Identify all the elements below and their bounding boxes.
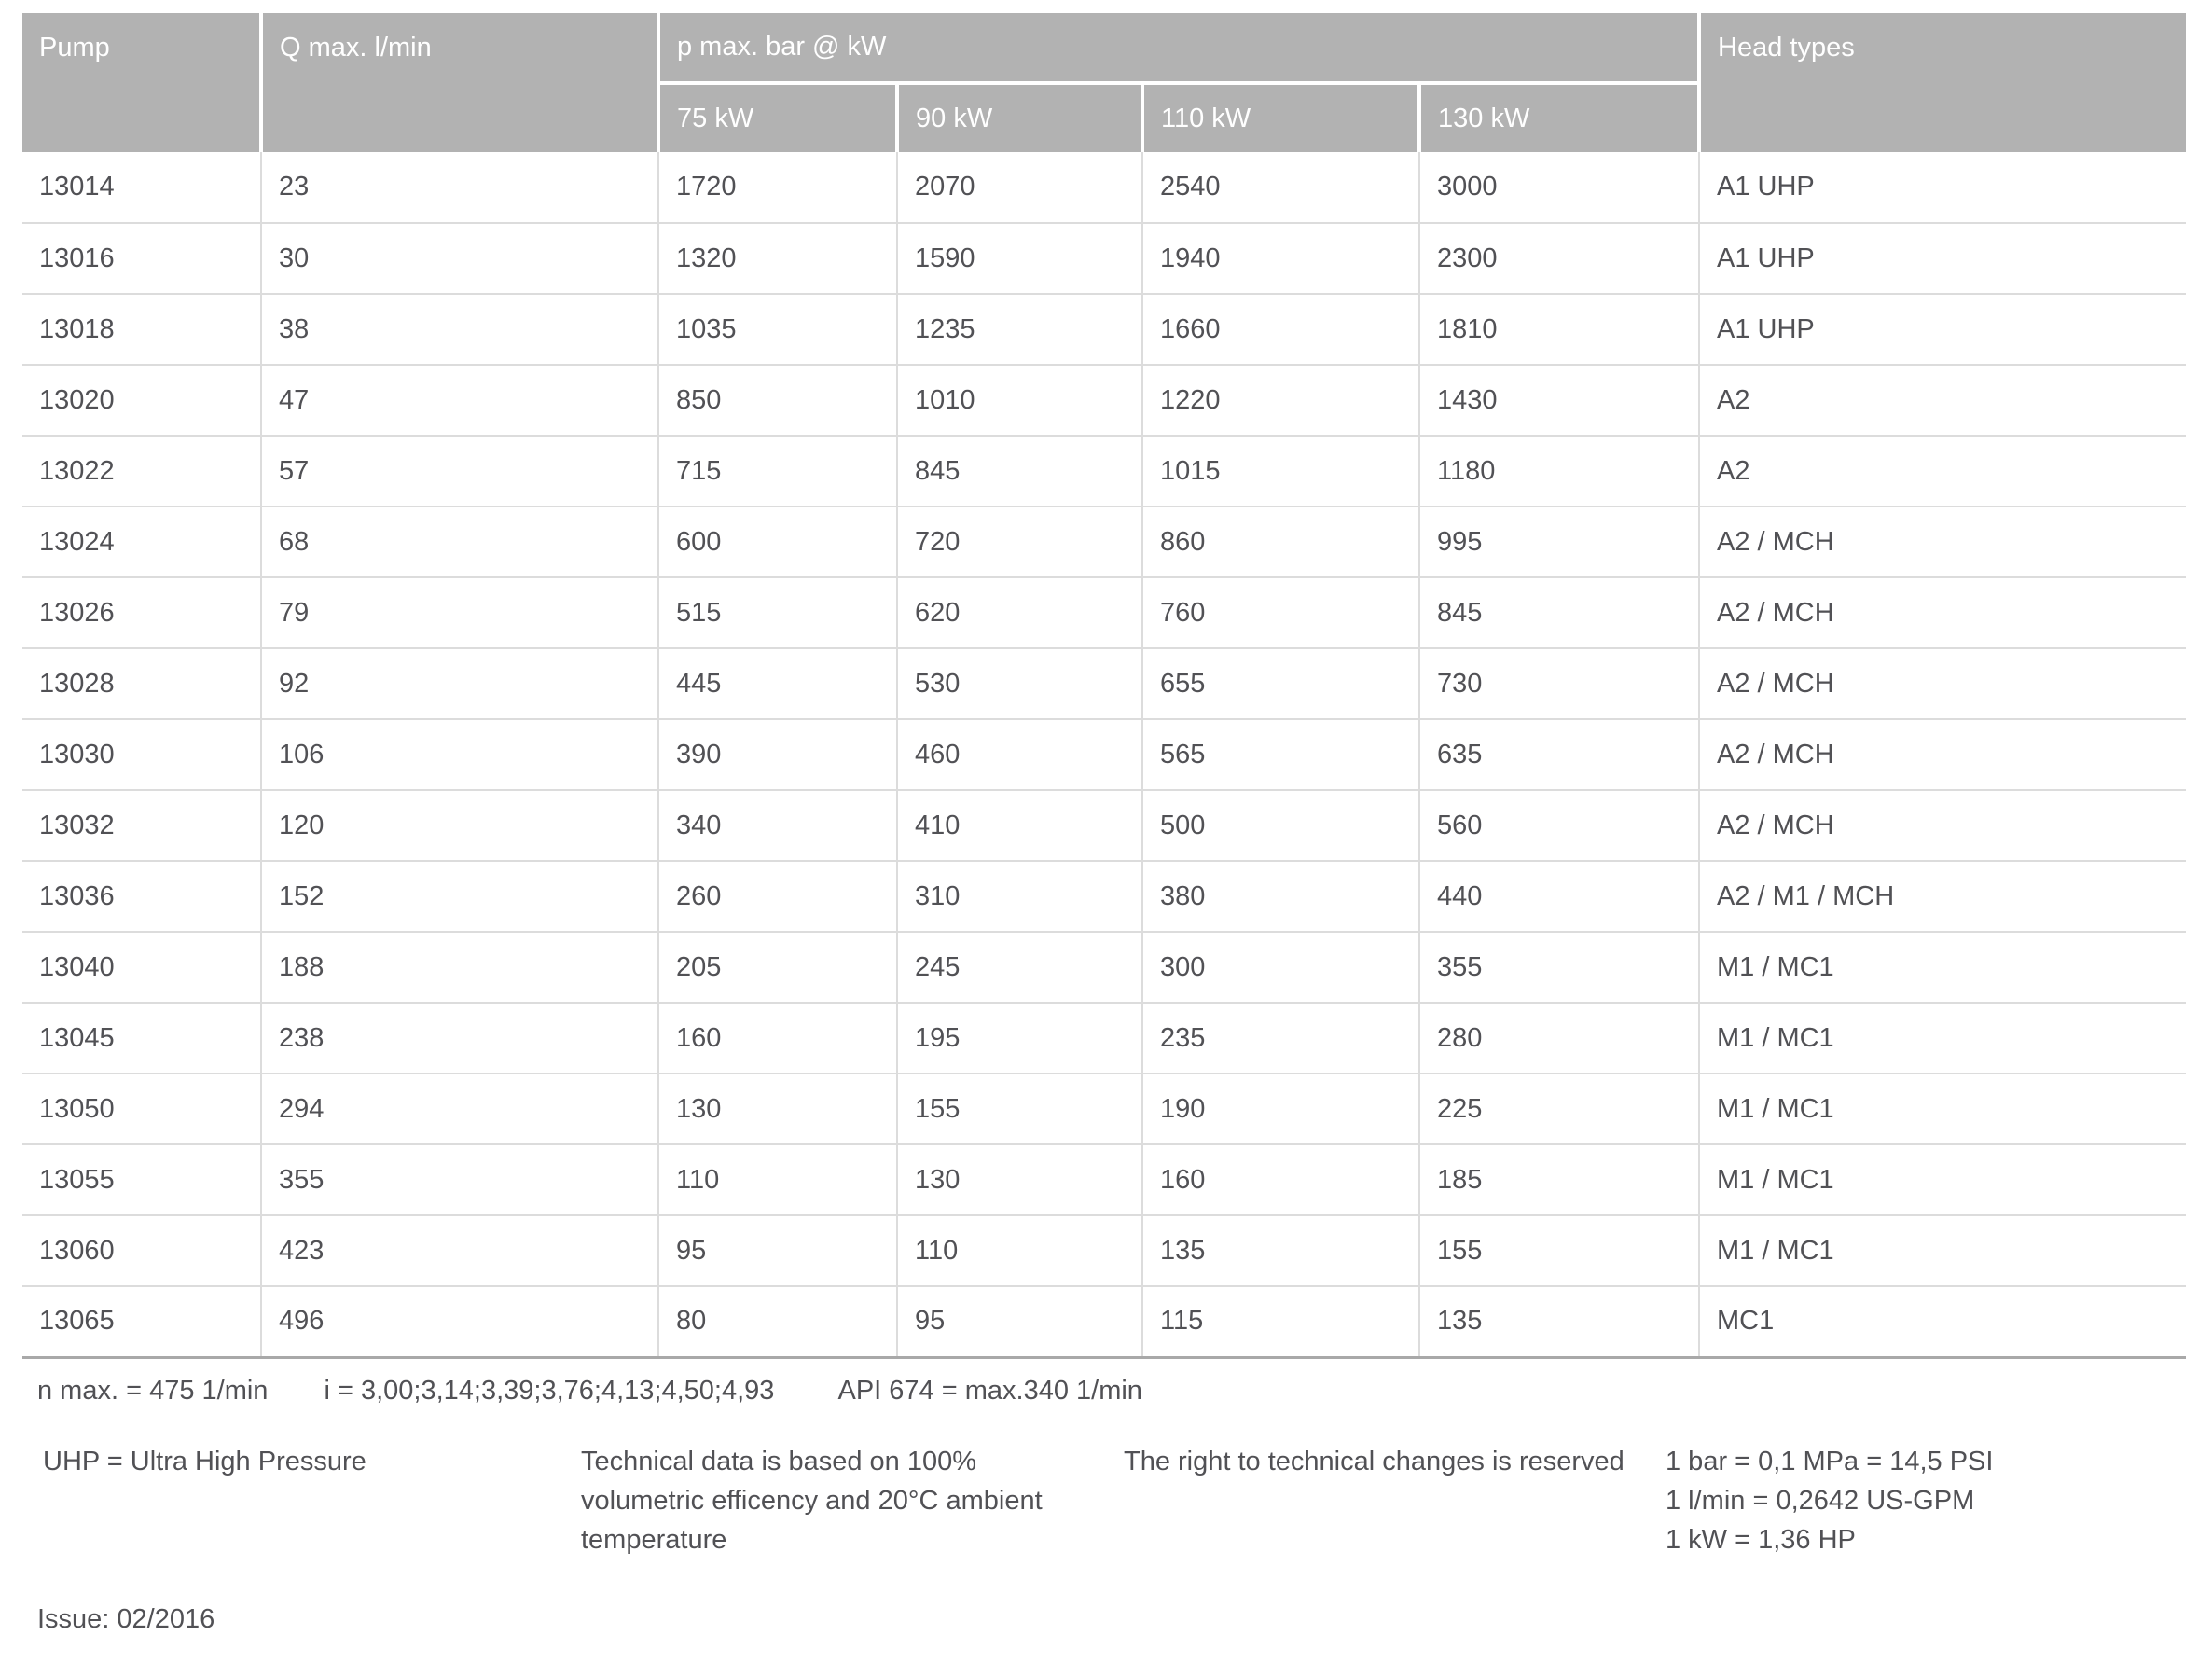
cell-110kw: 1940: [1142, 223, 1419, 294]
table-row: [22, 648, 2186, 719]
cell-head-types: A2 / MCH: [1699, 648, 2186, 719]
cell-90kw: 310: [897, 861, 1142, 932]
footnote-technical-line-1: Technical data is based on 100%: [581, 1446, 977, 1476]
cell-130kw: 845: [1419, 577, 1699, 648]
header-head-types: Head types: [1699, 13, 2186, 152]
cell-90kw: 155: [897, 1074, 1142, 1144]
cell-90kw: 460: [897, 719, 1142, 790]
cell-pump: 13036: [22, 861, 261, 932]
cell-pump: 13022: [22, 436, 261, 506]
cell-head-types: A1 UHP: [1699, 152, 2186, 223]
cell-110kw: 565: [1142, 719, 1419, 790]
footnote-block: [22, 1442, 2190, 1584]
cell-90kw: 845: [897, 436, 1142, 506]
cell-90kw: 530: [897, 648, 1142, 719]
pump-spec-table: [22, 13, 2186, 1359]
cell-90kw: 2070: [897, 152, 1142, 223]
cell-130kw: 1430: [1419, 365, 1699, 436]
cell-75kw: 390: [658, 719, 897, 790]
table-row: [22, 1286, 2186, 1357]
cell-q-max: 152: [261, 861, 658, 932]
cell-head-types: M1 / MC1: [1699, 1215, 2186, 1286]
cell-110kw: 160: [1142, 1144, 1419, 1215]
cell-q-max: 238: [261, 1003, 658, 1074]
footnote-n-max: n max. = 475 1/min: [37, 1375, 269, 1406]
cell-pump: 13018: [22, 294, 261, 365]
cell-130kw: 155: [1419, 1215, 1699, 1286]
header-75kw: 75 kW: [658, 83, 897, 152]
cell-130kw: 1180: [1419, 436, 1699, 506]
cell-130kw: 135: [1419, 1286, 1699, 1357]
cell-head-types: A1 UHP: [1699, 294, 2186, 365]
cell-75kw: 205: [658, 932, 897, 1003]
cell-75kw: 850: [658, 365, 897, 436]
cell-90kw: 195: [897, 1003, 1142, 1074]
cell-head-types: A1 UHP: [1699, 223, 2186, 294]
cell-130kw: 2300: [1419, 223, 1699, 294]
cell-pump: 13020: [22, 365, 261, 436]
cell-q-max: 47: [261, 365, 658, 436]
cell-q-max: 68: [261, 506, 658, 577]
table-row: [22, 790, 2186, 861]
cell-90kw: 1235: [897, 294, 1142, 365]
cell-110kw: 655: [1142, 648, 1419, 719]
table-row: [22, 861, 2186, 932]
cell-pump: 13040: [22, 932, 261, 1003]
cell-90kw: 1590: [897, 223, 1142, 294]
table-row: [22, 1074, 2186, 1144]
cell-head-types: A2 / MCH: [1699, 790, 2186, 861]
issue-label: Issue: 02/2016: [37, 1603, 215, 1634]
cell-110kw: 1220: [1142, 365, 1419, 436]
cell-q-max: 30: [261, 223, 658, 294]
footnote-api: API 674 = max.340 1/min: [837, 1375, 1142, 1406]
cell-75kw: 160: [658, 1003, 897, 1074]
header-q-max: Q max. l/min: [261, 13, 658, 152]
cell-90kw: 110: [897, 1215, 1142, 1286]
cell-75kw: 130: [658, 1074, 897, 1144]
table-row: [22, 1144, 2186, 1215]
cell-pump: 13032: [22, 790, 261, 861]
cell-head-types: MC1: [1699, 1286, 2186, 1357]
table-row: [22, 294, 2186, 365]
cell-110kw: 1660: [1142, 294, 1419, 365]
cell-110kw: 1015: [1142, 436, 1419, 506]
cell-head-types: M1 / MC1: [1699, 1003, 2186, 1074]
cell-110kw: 500: [1142, 790, 1419, 861]
cell-75kw: 1320: [658, 223, 897, 294]
cell-75kw: 1720: [658, 152, 897, 223]
cell-110kw: 860: [1142, 506, 1419, 577]
footnote-conversion-kw: 1 kW = 1,36 HP: [1666, 1524, 1856, 1555]
cell-75kw: 445: [658, 648, 897, 719]
footnote-rights: The right to technical changes is reserved: [1124, 1446, 1624, 1476]
cell-130kw: 185: [1419, 1144, 1699, 1215]
cell-head-types: A2 / MCH: [1699, 577, 2186, 648]
cell-pump: 13026: [22, 577, 261, 648]
cell-130kw: 560: [1419, 790, 1699, 861]
cell-q-max: 57: [261, 436, 658, 506]
cell-head-types: M1 / MC1: [1699, 1074, 2186, 1144]
cell-75kw: 80: [658, 1286, 897, 1357]
cell-pump: 13050: [22, 1074, 261, 1144]
table-row: [22, 577, 2186, 648]
cell-90kw: 720: [897, 506, 1142, 577]
header-110kw: 110 kW: [1142, 83, 1419, 152]
table-row: [22, 152, 2186, 223]
cell-130kw: 355: [1419, 932, 1699, 1003]
header-130kw: 130 kW: [1419, 83, 1699, 152]
cell-110kw: 235: [1142, 1003, 1419, 1074]
cell-110kw: 380: [1142, 861, 1419, 932]
cell-90kw: 1010: [897, 365, 1142, 436]
cell-75kw: 260: [658, 861, 897, 932]
cell-pump: 13014: [22, 152, 261, 223]
table-row: [22, 1215, 2186, 1286]
cell-110kw: 190: [1142, 1074, 1419, 1144]
table-row: [22, 506, 2186, 577]
cell-75kw: 95: [658, 1215, 897, 1286]
cell-q-max: 496: [261, 1286, 658, 1357]
cell-110kw: 115: [1142, 1286, 1419, 1357]
cell-90kw: 245: [897, 932, 1142, 1003]
cell-q-max: 120: [261, 790, 658, 861]
cell-130kw: 1810: [1419, 294, 1699, 365]
cell-pump: 13016: [22, 223, 261, 294]
cell-pump: 13060: [22, 1215, 261, 1286]
cell-q-max: 355: [261, 1144, 658, 1215]
cell-90kw: 410: [897, 790, 1142, 861]
cell-75kw: 340: [658, 790, 897, 861]
cell-q-max: 423: [261, 1215, 658, 1286]
footnote-technical-line-3: temperature: [581, 1524, 727, 1555]
footnote-specs-line: [22, 1359, 2190, 1407]
cell-130kw: 3000: [1419, 152, 1699, 223]
cell-130kw: 635: [1419, 719, 1699, 790]
table-body: [22, 152, 2186, 1357]
cell-130kw: 995: [1419, 506, 1699, 577]
cell-head-types: A2 / MCH: [1699, 506, 2186, 577]
header-row-1: [22, 13, 2186, 83]
table-row: [22, 932, 2186, 1003]
cell-110kw: 300: [1142, 932, 1419, 1003]
cell-head-types: M1 / MC1: [1699, 932, 2186, 1003]
cell-110kw: 760: [1142, 577, 1419, 648]
table-row: [22, 436, 2186, 506]
cell-130kw: 440: [1419, 861, 1699, 932]
footnote-technical: [581, 1442, 1043, 1559]
cell-90kw: 130: [897, 1144, 1142, 1215]
cell-q-max: 106: [261, 719, 658, 790]
cell-q-max: 23: [261, 152, 658, 223]
header-90kw: 90 kW: [897, 83, 1142, 152]
cell-90kw: 620: [897, 577, 1142, 648]
cell-head-types: A2: [1699, 436, 2186, 506]
cell-pump: 13065: [22, 1286, 261, 1357]
cell-110kw: 135: [1142, 1215, 1419, 1286]
table-row: [22, 1003, 2186, 1074]
table-row: [22, 719, 2186, 790]
cell-75kw: 515: [658, 577, 897, 648]
cell-pump: 13045: [22, 1003, 261, 1074]
footnote-i-ratios: i = 3,00;3,14;3,39;3,76;4,13;4,50;4,93: [324, 1375, 775, 1406]
cell-head-types: M1 / MC1: [1699, 1144, 2186, 1215]
cell-pump: 13030: [22, 719, 261, 790]
footnote-conversion-lmin: 1 l/min = 0,2642 US-GPM: [1666, 1485, 1975, 1516]
footnote-uhp: UHP = Ultra High Pressure: [43, 1446, 366, 1476]
cell-75kw: 1035: [658, 294, 897, 365]
cell-130kw: 730: [1419, 648, 1699, 719]
cell-75kw: 715: [658, 436, 897, 506]
header-pump: Pump: [22, 13, 261, 152]
table-row: [22, 365, 2186, 436]
cell-q-max: 79: [261, 577, 658, 648]
table-header: [22, 13, 2186, 152]
cell-75kw: 110: [658, 1144, 897, 1215]
footnote-conversions: [1666, 1442, 1993, 1559]
cell-130kw: 225: [1419, 1074, 1699, 1144]
table-row: [22, 223, 2186, 294]
cell-130kw: 280: [1419, 1003, 1699, 1074]
cell-q-max: 294: [261, 1074, 658, 1144]
cell-pump: 13055: [22, 1144, 261, 1215]
cell-head-types: A2: [1699, 365, 2186, 436]
cell-75kw: 600: [658, 506, 897, 577]
cell-pump: 13024: [22, 506, 261, 577]
cell-q-max: 38: [261, 294, 658, 365]
cell-90kw: 95: [897, 1286, 1142, 1357]
cell-q-max: 92: [261, 648, 658, 719]
footnote-conversion-bar: 1 bar = 0,1 MPa = 14,5 PSI: [1666, 1446, 1994, 1476]
cell-q-max: 188: [261, 932, 658, 1003]
cell-pump: 13028: [22, 648, 261, 719]
cell-head-types: A2 / MCH: [1699, 719, 2186, 790]
header-p-max-group: p max. bar @ kW: [658, 13, 1699, 83]
footnote-technical-line-2: volumetric efficency and 20°C ambient: [581, 1485, 1043, 1516]
cell-110kw: 2540: [1142, 152, 1419, 223]
cell-head-types: A2 / M1 / MCH: [1699, 861, 2186, 932]
